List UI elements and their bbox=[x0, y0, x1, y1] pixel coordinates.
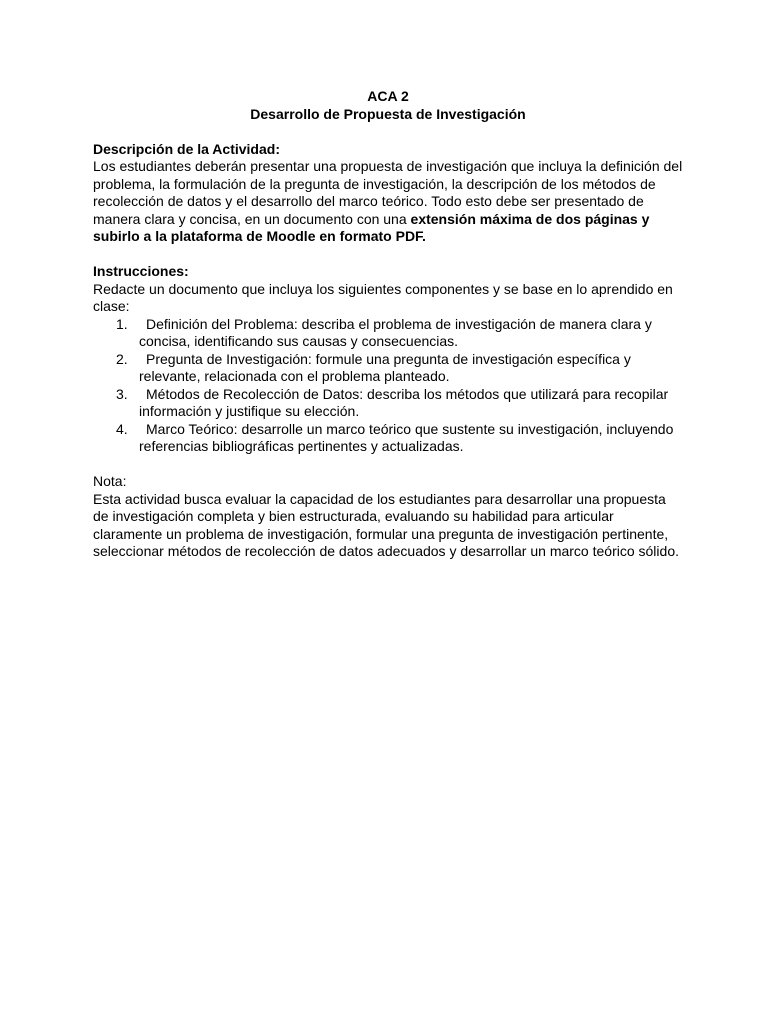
list-item-number: 4. bbox=[116, 420, 128, 437]
document-page bbox=[93, 88, 683, 561]
spacer bbox=[93, 246, 683, 264]
instructions-intro: Redacte un documento que incluya los siguientes componentes y se base en lo aprendido en clase: bbox=[93, 280, 673, 314]
list-item-number: 3. bbox=[116, 385, 128, 402]
description-heading: Descripción de la Actividad: bbox=[93, 140, 280, 157]
description-section bbox=[93, 141, 683, 246]
description-text: Los estudiantes deberán presentar una propuesta de investigación que incluya la definición del problema, la formulación de la pregunta de investigación, la descripción de los métodos de recolección de datos y el desarrollo del marco teórico. Todo esto debe ser presentado de manera clara y concisa, en un documento con una bbox=[93, 158, 683, 227]
list-item-number: 1. bbox=[116, 315, 128, 332]
list-item bbox=[93, 421, 683, 456]
instructions-section bbox=[93, 263, 683, 456]
list-item bbox=[93, 316, 683, 351]
instructions-list bbox=[93, 316, 683, 456]
list-item bbox=[93, 351, 683, 386]
note-heading: Nota: bbox=[93, 473, 127, 489]
list-item-text: Definición del Problema: describa el problema de investigación de manera clara y concisa, identificando sus causas y consecuencias. bbox=[139, 315, 652, 349]
description-text-bold: extensión máxima de dos páginas y subirlo a la plataforma de Moodle en formato PDF. bbox=[93, 210, 650, 244]
spacer bbox=[93, 123, 683, 141]
list-item bbox=[93, 386, 683, 421]
list-item-text: Pregunta de Investigación: formule una pregunta de investigación específica y relevante, relacionada con el problema planteado. bbox=[139, 350, 631, 384]
document-title: ACA 2 bbox=[367, 88, 409, 104]
document-subtitle: Desarrollo de Propuesta de Investigación bbox=[250, 105, 526, 122]
list-item-text: Marco Teórico: desarrolle un marco teórico que sustente su investigación, incluyendo referencias bibliográficas pertinentes y actualizadas. bbox=[139, 420, 674, 454]
instructions-heading: Instrucciones: bbox=[93, 263, 189, 279]
list-item-text: Métodos de Recolección de Datos: describa los métodos que utilizará para recopilar información y justifique su elección. bbox=[139, 385, 669, 419]
spacer bbox=[93, 456, 683, 474]
list-item-number: 2. bbox=[116, 350, 128, 367]
title-block bbox=[93, 88, 683, 123]
note-text: Esta actividad busca evaluar la capacidad de los estudiantes para desarrollar una propuesta de investigación completa y bien estructurada, evaluando su habilidad para articular claramente un problema de investigación, formular una pregunta de investigación pertinente, seleccionar métodos de recolección de datos adecuados y desarrollar un marco teórico sólido. bbox=[93, 490, 679, 559]
note-section bbox=[93, 473, 683, 561]
description-paragraph bbox=[93, 158, 683, 246]
